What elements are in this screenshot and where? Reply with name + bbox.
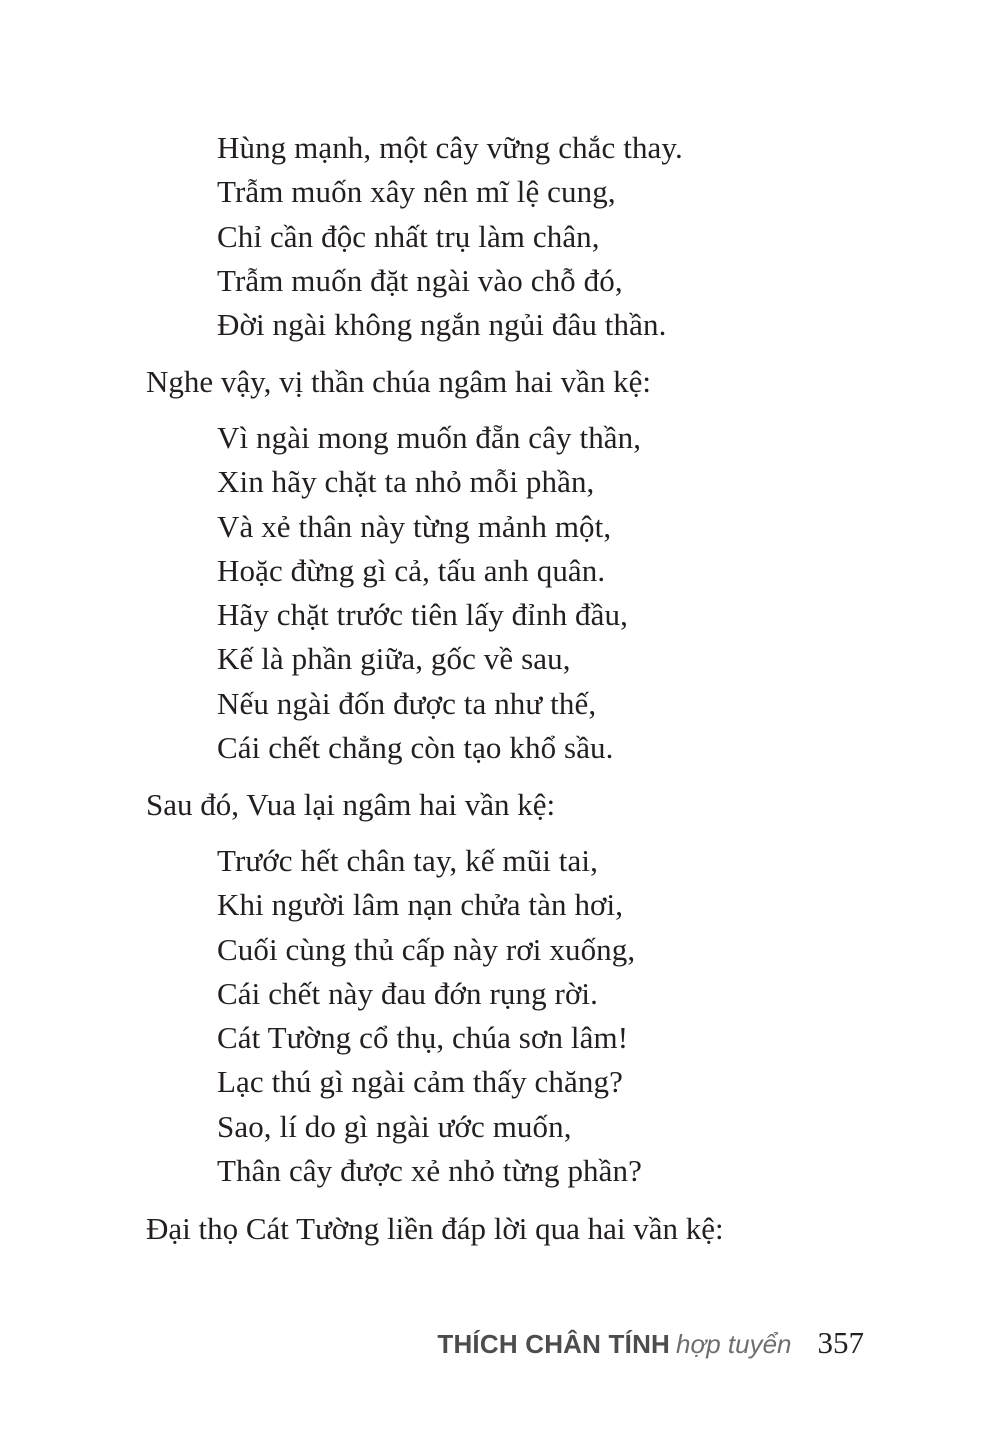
verse-stanza-1 [0, 126, 1000, 347]
verse-line: Trẫm muốn đặt ngài vào chỗ đó, [217, 262, 623, 298]
footer-author: THÍCH CHÂN TÍNH [437, 1329, 671, 1359]
prose-paragraph-2: Sau đó, Vua lại ngâm hai vần kệ: [146, 787, 556, 822]
verse-line: Sao, lí do gì ngài ước muốn, [217, 1108, 572, 1144]
page-footer [437, 1325, 864, 1369]
verse-stanza-3 [0, 839, 1000, 1193]
verse-line: Và xẻ thân này từng mảnh một, [217, 508, 612, 544]
verse-line: Lạc thú gì ngài cảm thấy chăng? [217, 1064, 623, 1100]
verse-line: Vì ngài mong muốn đẵn cây thần, [217, 420, 642, 455]
prose-paragraph-1: Nghe vậy, vị thần chúa ngâm hai vần kệ: [146, 364, 652, 399]
verse-line: Kế là phần giữa, gốc về sau, [217, 641, 571, 677]
verse-line: Chỉ cần độc nhất trụ làm chân, [217, 218, 600, 254]
verse-line: Đời ngài không ngắn ngủi đâu thần. [217, 307, 667, 343]
verse-line: Nếu ngài đốn được ta như thế, [217, 685, 597, 721]
verse-line: Trẫm muốn xây nên mĩ lệ cung, [217, 174, 616, 210]
footer-subtitle: hợp tuyển [676, 1329, 792, 1359]
verse-line: Khi người lâm nạn chửa tàn hơi, [217, 887, 624, 923]
page-number: 357 [817, 1325, 864, 1360]
verse-line: Trước hết chân tay, kế mũi tai, [217, 843, 598, 878]
verse-line: Cuối cùng thủ cấp này rơi xuống, [217, 931, 636, 967]
verse-line: Xin hãy chặt ta nhỏ mỗi phần, [217, 464, 595, 500]
verse-line: Cái chết chẳng còn tạo khổ sầu. [217, 730, 614, 766]
verse-line: Hùng mạnh, một cây vững chắc thay. [217, 130, 683, 165]
verse-line: Cái chết này đau đớn rụng rời. [217, 975, 598, 1011]
verse-stanza-2 [0, 416, 1000, 770]
verse-line: Hãy chặt trước tiên lấy đỉnh đầu, [217, 597, 628, 633]
verse-line: Hoặc đừng gì cả, tấu anh quân. [217, 552, 606, 588]
verse-line: Thân cây được xẻ nhỏ từng phần? [217, 1153, 642, 1189]
verse-line: Cát Tường cổ thụ, chúa sơn lâm! [217, 1020, 629, 1056]
prose-paragraph-3: Đại thọ Cát Tường liền đáp lời qua hai vần kệ: [146, 1211, 724, 1246]
